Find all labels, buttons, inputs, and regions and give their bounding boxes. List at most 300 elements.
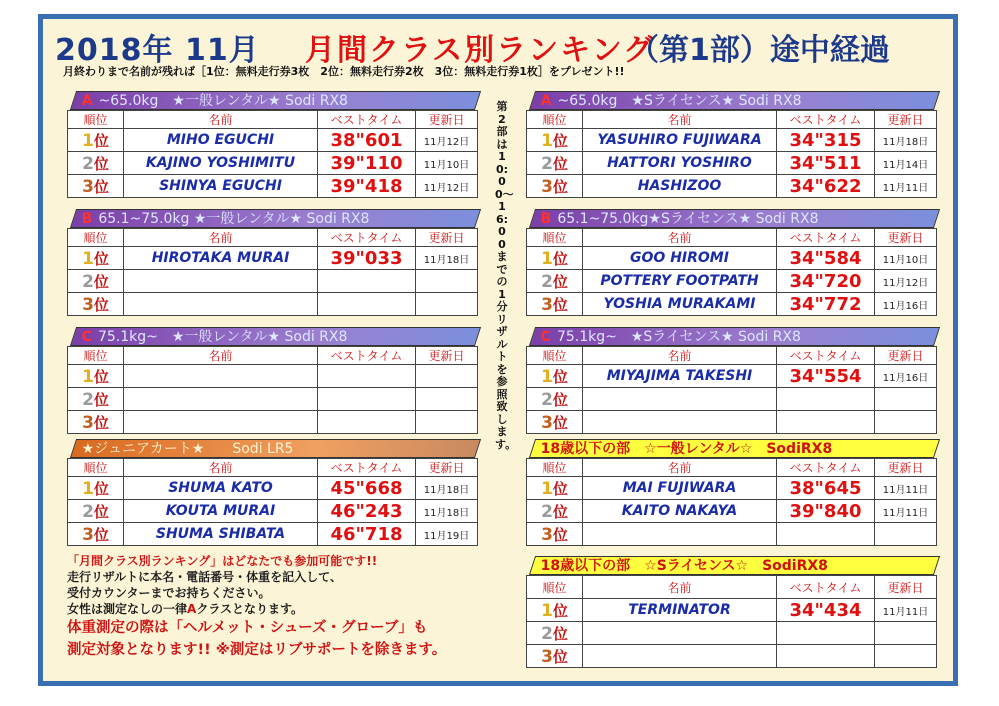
rank-number: 3 [541, 176, 553, 197]
rank-number: 3 [541, 524, 553, 545]
section-label: ★ジュニアカート★ Sodi LR5 [81, 441, 294, 457]
column-header-name: 名前 [124, 459, 318, 477]
update-date: 11月19日 [416, 523, 478, 546]
best-time [318, 388, 416, 411]
section-banner [70, 439, 481, 458]
table-header-row [527, 576, 937, 599]
best-time: 34"622 [777, 175, 875, 198]
column-header-rank: 順位 [527, 229, 583, 247]
rank-suffix: 位 [552, 525, 568, 544]
column-header-time: ベストタイム [318, 111, 416, 129]
rank-cell [68, 411, 124, 434]
section-banner [70, 327, 481, 346]
column-header-date: 更新日 [875, 347, 937, 365]
note-line: 「月間クラス別ランキング」はどなたでも参加可能です!! [67, 554, 378, 568]
rank-number: 3 [82, 524, 94, 545]
racer-name: HATTORI YOSHIRO [583, 152, 777, 175]
table-row [527, 645, 937, 668]
table-row [527, 411, 937, 434]
rank-cell [527, 152, 583, 175]
best-time: 39"033 [318, 247, 416, 270]
column-header-time: ベストタイム [318, 459, 416, 477]
racer-name: GOO HIROMI [583, 247, 777, 270]
racer-name [583, 645, 777, 668]
rank-suffix: 位 [552, 502, 568, 521]
section-banner [70, 91, 481, 110]
column-header-name: 名前 [583, 576, 777, 599]
racer-name: MIYAJIMA TAKESHI [583, 365, 777, 388]
rank-number: 3 [82, 176, 94, 197]
note-line: 体重測定の際は「ヘルメット・シューズ・グローブ」も [67, 620, 428, 636]
rank-cell [68, 247, 124, 270]
racer-name [124, 411, 318, 434]
racer-name [124, 293, 318, 316]
best-time [318, 270, 416, 293]
rank-suffix: 位 [93, 295, 109, 314]
rank-suffix: 位 [93, 272, 109, 291]
rank-number: 2 [82, 271, 94, 292]
ranking-section [526, 209, 937, 316]
update-date: 11月18日 [416, 247, 478, 270]
note-line: 測定対象となります!! ※測定はリブサポートを除きます。 [67, 642, 447, 658]
table-row [68, 500, 478, 523]
section-label: 75.1kg~ ★一般レンタル★ Sodi RX8 [97, 329, 348, 345]
rank-suffix: 位 [552, 413, 568, 432]
ranking-table [526, 575, 937, 668]
table-row [68, 293, 478, 316]
update-date: 11月11日 [875, 599, 937, 622]
column-header-date: 更新日 [416, 229, 478, 247]
update-date: 11月18日 [875, 129, 937, 152]
rank-number: 2 [82, 153, 94, 174]
update-date [875, 523, 937, 546]
section-label: 65.1~75.0kg★Sライセンス★ Sodi RX8 [557, 211, 819, 227]
rank-number: 2 [541, 623, 553, 644]
ranking-section [67, 439, 478, 546]
best-time [318, 365, 416, 388]
rank-cell [68, 129, 124, 152]
rank-cell [527, 365, 583, 388]
racer-name [583, 622, 777, 645]
rank-number: 1 [82, 366, 94, 387]
rank-suffix: 位 [93, 525, 109, 544]
ranking-section [526, 556, 937, 668]
rank-cell [527, 175, 583, 198]
best-time: 38"645 [777, 477, 875, 500]
rank-suffix: 位 [93, 367, 109, 386]
rank-number: 1 [541, 130, 553, 151]
update-date: 11月11日 [875, 500, 937, 523]
best-time: 34"584 [777, 247, 875, 270]
column-header-name: 名前 [124, 111, 318, 129]
rank-cell [527, 129, 583, 152]
rank-cell [527, 247, 583, 270]
update-date: 11月12日 [416, 129, 478, 152]
rank-suffix: 位 [552, 624, 568, 643]
column-header-time: ベストタイム [777, 229, 875, 247]
rank-cell [68, 293, 124, 316]
rank-cell [527, 500, 583, 523]
note-text: クラスとなります。 [196, 602, 303, 616]
best-time: 34"554 [777, 365, 875, 388]
update-date: 11月18日 [416, 500, 478, 523]
column-header-rank: 順位 [527, 111, 583, 129]
update-date: 11月12日 [875, 270, 937, 293]
table-header-row [68, 459, 478, 477]
section-banner-text [541, 440, 833, 459]
rank-number: 1 [82, 130, 94, 151]
rank-number: 3 [541, 412, 553, 433]
update-date: 11月16日 [875, 365, 937, 388]
rank-suffix: 位 [552, 131, 568, 150]
section-banner [529, 209, 940, 228]
column-header-rank: 順位 [68, 459, 124, 477]
table-row [527, 175, 937, 198]
update-date: 11月18日 [416, 477, 478, 500]
update-date [416, 411, 478, 434]
best-time [777, 645, 875, 668]
update-date [875, 622, 937, 645]
ranking-table [526, 228, 937, 316]
best-time: 34"315 [777, 129, 875, 152]
class-letter: A [540, 93, 552, 109]
column-header-rank: 順位 [68, 229, 124, 247]
rank-number: 1 [82, 478, 94, 499]
update-date [416, 293, 478, 316]
rank-number: 3 [541, 646, 553, 667]
rank-number: 1 [541, 366, 553, 387]
section-banner-text [82, 210, 370, 229]
class-letter: B [81, 211, 93, 227]
table-row [68, 388, 478, 411]
rank-suffix: 位 [552, 601, 568, 620]
ranking-section [526, 91, 937, 198]
rank-cell [527, 645, 583, 668]
column-header-date: 更新日 [875, 111, 937, 129]
best-time [777, 411, 875, 434]
rank-number: 2 [541, 271, 553, 292]
note-line [67, 601, 446, 617]
best-time [318, 411, 416, 434]
section-label: 65.1~75.0kg ★一般レンタル★ Sodi RX8 [98, 211, 370, 227]
column-header-name: 名前 [124, 229, 318, 247]
racer-name [124, 270, 318, 293]
rank-number: 1 [541, 478, 553, 499]
ranking-section [526, 327, 937, 434]
racer-name [583, 388, 777, 411]
rank-suffix: 位 [93, 131, 109, 150]
rank-number: 1 [82, 248, 94, 269]
update-date: 11月12日 [416, 175, 478, 198]
section-banner [70, 209, 481, 228]
section-banner-text [82, 92, 348, 111]
racer-name: YASUHIRO FUJIWARA [583, 129, 777, 152]
racer-name: KAJINO YOSHIMITU [124, 152, 318, 175]
table-row [68, 365, 478, 388]
update-date: 11月10日 [875, 247, 937, 270]
ranking-table [67, 346, 478, 434]
rank-number: 2 [541, 153, 553, 174]
page-title-suffix: （第1部）途中経過 [629, 33, 890, 68]
class-letter: B [540, 211, 552, 227]
ranking-table [67, 228, 478, 316]
section-banner [529, 439, 940, 458]
section-banner [529, 91, 940, 110]
racer-name: HIROTAKA MURAI [124, 247, 318, 270]
column-header-time: ベストタイム [777, 111, 875, 129]
ranking-table [526, 346, 937, 434]
column-header-date: 更新日 [416, 111, 478, 129]
column-header-rank: 順位 [527, 459, 583, 477]
table-header-row [527, 111, 937, 129]
rank-suffix: 位 [552, 272, 568, 291]
racer-name: YOSHIA MURAKAMI [583, 293, 777, 316]
column-header-name: 名前 [583, 459, 777, 477]
rank-suffix: 位 [93, 413, 109, 432]
rank-cell [527, 388, 583, 411]
rank-cell [527, 293, 583, 316]
ranking-table [67, 458, 478, 546]
best-time [318, 293, 416, 316]
best-time: 34"720 [777, 270, 875, 293]
class-letter: A [187, 602, 197, 616]
column-header-time: ベストタイム [777, 459, 875, 477]
section-label: ~65.0kg ★Sライセンス★ Sodi RX8 [557, 93, 802, 109]
racer-name [583, 523, 777, 546]
table-row [68, 523, 478, 546]
update-date: 11月14日 [875, 152, 937, 175]
racer-name [124, 365, 318, 388]
class-letter: C [540, 329, 551, 345]
table-row [527, 388, 937, 411]
best-time: 39"418 [318, 175, 416, 198]
rank-cell [68, 175, 124, 198]
racer-name: TERMINATOR [583, 599, 777, 622]
racer-name: MAI FUJIWARA [583, 477, 777, 500]
update-date: 11月10日 [416, 152, 478, 175]
rank-cell [68, 365, 124, 388]
table-row [527, 270, 937, 293]
update-date [875, 411, 937, 434]
column-header-time: ベストタイム [777, 347, 875, 365]
best-time: 45"668 [318, 477, 416, 500]
rank-number: 2 [82, 501, 94, 522]
update-date: 11月11日 [875, 477, 937, 500]
rank-cell [68, 500, 124, 523]
table-row [527, 500, 937, 523]
section-label: 18歳以下の部 ☆Sライセンス☆ SodiRX8 [540, 558, 828, 574]
rank-number: 3 [82, 294, 94, 315]
table-header-row [68, 111, 478, 129]
table-header-row [527, 459, 937, 477]
vertical-note: 第2部は10:00〜16:00までの1分リザルトを参照致します。 [495, 100, 517, 451]
rank-suffix: 位 [552, 295, 568, 314]
column-header-date: 更新日 [875, 576, 937, 599]
table-header-row [68, 347, 478, 365]
ranking-section [67, 91, 478, 198]
table-header-row [527, 229, 937, 247]
table-row [527, 599, 937, 622]
rank-suffix: 位 [552, 249, 568, 268]
rank-number: 2 [541, 501, 553, 522]
table-row [68, 270, 478, 293]
best-time: 39"110 [318, 152, 416, 175]
table-row [527, 293, 937, 316]
update-date [416, 365, 478, 388]
rank-number: 3 [82, 412, 94, 433]
page-title-date: 2018年 11月 [55, 33, 260, 68]
best-time [777, 622, 875, 645]
ranking-board [38, 14, 958, 686]
rank-cell [68, 477, 124, 500]
rank-suffix: 位 [93, 249, 109, 268]
column-header-date: 更新日 [875, 459, 937, 477]
table-row [68, 129, 478, 152]
rank-cell [527, 270, 583, 293]
rank-suffix: 位 [93, 390, 109, 409]
racer-name: KOUTA MURAI [124, 500, 318, 523]
rank-suffix: 位 [552, 177, 568, 196]
section-banner-text [541, 328, 801, 347]
best-time: 46"718 [318, 523, 416, 546]
ranking-section [526, 439, 937, 546]
column-header-name: 名前 [583, 347, 777, 365]
rank-cell [527, 477, 583, 500]
rank-cell [527, 599, 583, 622]
rank-suffix: 位 [93, 154, 109, 173]
racer-name: HASHIZOO [583, 175, 777, 198]
update-date: 11月11日 [875, 175, 937, 198]
rank-suffix: 位 [552, 390, 568, 409]
note-line: 走行リザルトに本名・電話番号・体重を記入して、 [67, 570, 342, 584]
update-date [416, 388, 478, 411]
note-line: 受付カウンターまでお持ちください。 [67, 586, 271, 600]
table-row [527, 365, 937, 388]
section-banner-text [541, 210, 819, 229]
best-time: 38"601 [318, 129, 416, 152]
section-banner-text [82, 440, 294, 459]
table-row [527, 523, 937, 546]
rank-cell [527, 411, 583, 434]
column-header-date: 更新日 [875, 229, 937, 247]
table-row [527, 152, 937, 175]
column-header-time: ベストタイム [777, 576, 875, 599]
rank-number: 1 [541, 248, 553, 269]
rank-number: 3 [541, 294, 553, 315]
racer-name: POTTERY FOOTPATH [583, 270, 777, 293]
column-header-rank: 順位 [68, 347, 124, 365]
column-header-date: 更新日 [416, 459, 478, 477]
rank-cell [527, 622, 583, 645]
column-header-time: ベストタイム [318, 347, 416, 365]
best-time [777, 388, 875, 411]
column-header-rank: 順位 [68, 111, 124, 129]
rank-suffix: 位 [552, 479, 568, 498]
class-letter: C [81, 329, 92, 345]
section-banner [529, 556, 940, 575]
section-banner-text [541, 92, 802, 111]
column-header-name: 名前 [124, 347, 318, 365]
table-header-row [527, 347, 937, 365]
rank-suffix: 位 [93, 479, 109, 498]
column-header-rank: 順位 [527, 347, 583, 365]
best-time: 34"434 [777, 599, 875, 622]
ranking-section [67, 327, 478, 434]
racer-name: SHINYA EGUCHI [124, 175, 318, 198]
table-row [527, 477, 937, 500]
best-time [777, 523, 875, 546]
section-banner [529, 327, 940, 346]
column-header-name: 名前 [583, 111, 777, 129]
racer-name: KAITO NAKAYA [583, 500, 777, 523]
best-time: 34"772 [777, 293, 875, 316]
class-letter: A [81, 93, 93, 109]
rank-number: 1 [541, 600, 553, 621]
section-banner-text [82, 328, 348, 347]
table-row [527, 622, 937, 645]
ranking-table [67, 110, 478, 198]
update-date [875, 388, 937, 411]
column-header-time: ベストタイム [318, 229, 416, 247]
table-header-row [68, 229, 478, 247]
rank-number: 2 [82, 389, 94, 410]
update-date [875, 645, 937, 668]
rank-suffix: 位 [552, 154, 568, 173]
rank-suffix: 位 [93, 177, 109, 196]
racer-name: SHUMA KATO [124, 477, 318, 500]
section-label: 75.1kg~ ★Sライセンス★ Sodi RX8 [556, 329, 801, 345]
note-text: 女性は測定なしの一律 [67, 602, 188, 616]
table-row [68, 477, 478, 500]
notes [67, 553, 446, 661]
rank-cell [68, 152, 124, 175]
table-row [68, 175, 478, 198]
rank-suffix: 位 [93, 502, 109, 521]
rank-cell [68, 388, 124, 411]
rank-suffix: 位 [552, 647, 568, 666]
column-header-date: 更新日 [416, 347, 478, 365]
rank-cell [68, 523, 124, 546]
best-time: 46"243 [318, 500, 416, 523]
table-row [68, 411, 478, 434]
table-row [68, 247, 478, 270]
rank-suffix: 位 [552, 367, 568, 386]
racer-name: MIHO EGUCHI [124, 129, 318, 152]
ranking-section [67, 209, 478, 316]
rank-cell [68, 270, 124, 293]
section-banner-text [541, 557, 828, 576]
column-header-name: 名前 [583, 229, 777, 247]
section-label: 18歳以下の部 ☆一般レンタル☆ SodiRX8 [540, 441, 833, 457]
rank-number: 2 [541, 389, 553, 410]
column-header-rank: 順位 [527, 576, 583, 599]
page-title: 月間クラス別ランキング [305, 33, 656, 68]
prize-subtitle: 月終わりまで名前が残れば［1位：無料走行券3枚 2位：無料走行券2枚 3位：無料走行券1枚］をプレゼント!! [63, 65, 625, 78]
rank-cell [527, 523, 583, 546]
table-row [527, 247, 937, 270]
racer-name [124, 388, 318, 411]
update-date: 11月16日 [875, 293, 937, 316]
table-row [527, 129, 937, 152]
best-time: 34"511 [777, 152, 875, 175]
best-time: 39"840 [777, 500, 875, 523]
table-row [68, 152, 478, 175]
update-date [416, 270, 478, 293]
section-label: ~65.0kg ★一般レンタル★ Sodi RX8 [98, 93, 348, 109]
ranking-table [526, 110, 937, 198]
ranking-table [526, 458, 937, 546]
racer-name [583, 411, 777, 434]
